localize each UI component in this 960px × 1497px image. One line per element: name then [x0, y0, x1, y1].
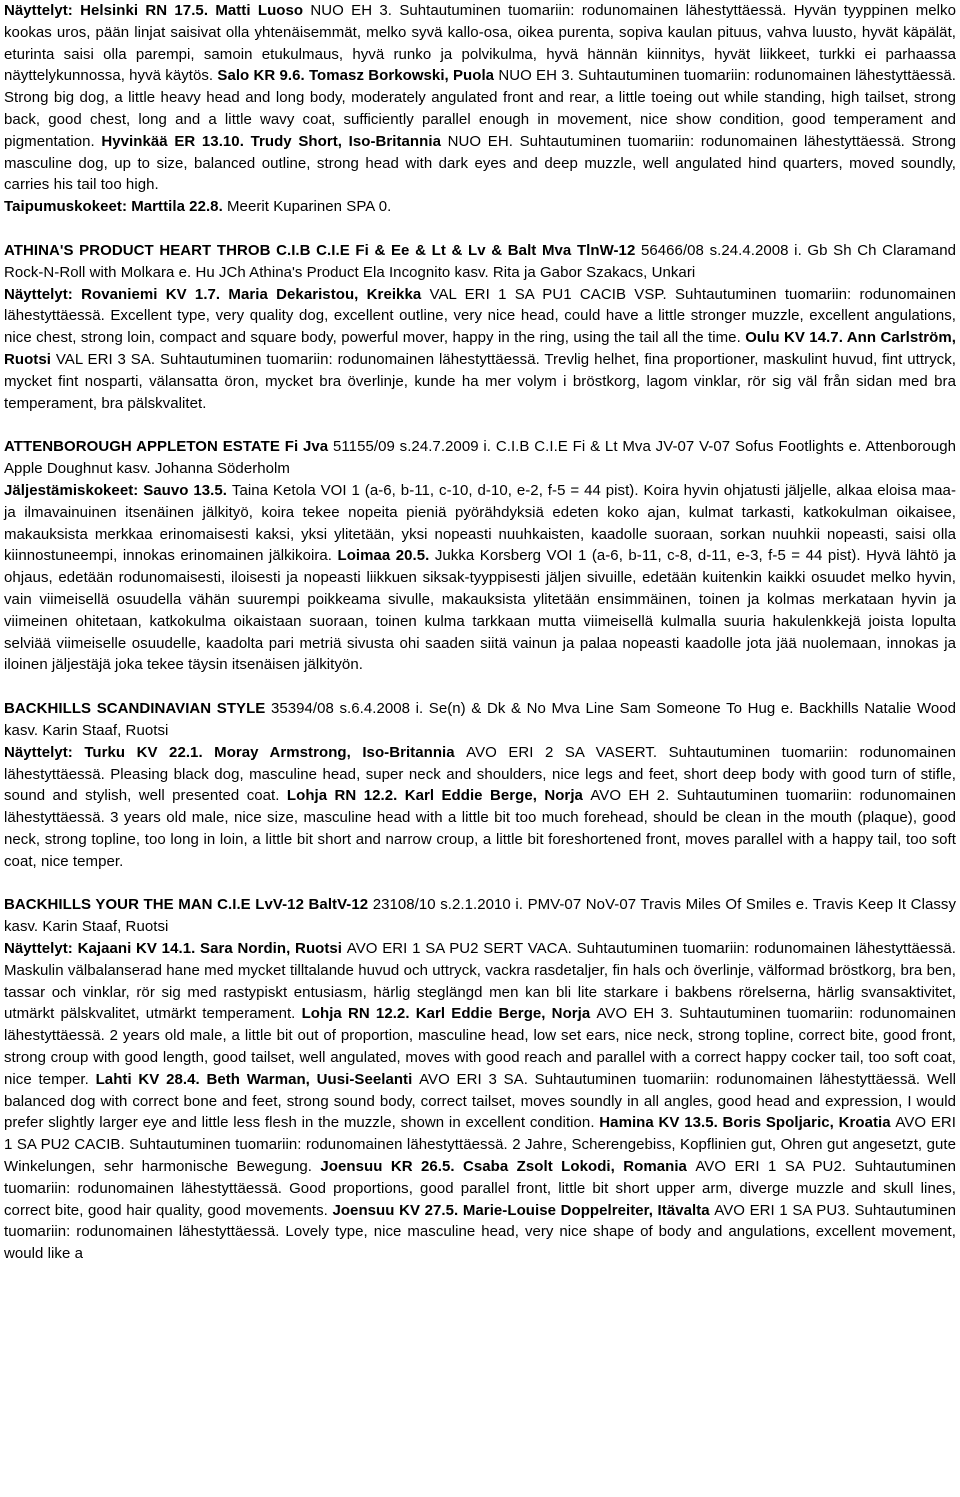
text-run: 56466/08 s.24.4.2008 i. Gb Sh Ch Claramand Rock-N-Roll with Molkara e. Hu JCh Athina's Product Ela Incognito kasv. Rita ja Gabor Szakacs, Unkari	[4, 241, 957, 281]
paragraph	[4, 938, 956, 1265]
text-run: 35394/08 s.6.4.2008 i. Se(n) & Dk & No Mva Line Sam Someone To Hug e. Backhills Natalie Wood kasv. Karin Staaf, Ruotsi	[4, 700, 957, 739]
text-run: AVO ERI 3 SA. Suhtautuminen tuomariin: rodunomainen lähestyttäessä. Well balanced dog with correct bone and feet, strong sound body, correct tailset, moves soundly in all angles, good head and expression, I would prefer slightly larger eye and little less flesh in the muzzle, shown in excellent condition.	[4, 1070, 956, 1132]
bold-run: Lohja RN 12.2. Karl Eddie Berge, Norja	[301, 1005, 597, 1023]
text-run: NUO EH 3. Suhtautuminen tuomariin: rodunomainen lähestyttäessä. Strong big dog, a little heavy head and long body, moderately angulated front and rear, a little toeing out while standing, high tailset, strong back, good chest, long and a little wavy coat, sufficiently parallel enough in movement, nice show condition, good temperament and pigmentation.	[4, 67, 956, 150]
bold-run: Loimaa 20.5.	[337, 547, 435, 565]
paragraph	[4, 436, 956, 480]
paragraph	[4, 894, 956, 938]
text-run: NUO EH. Suhtautuminen tuomariin: rodunomainen lähestyttäessä. Strong masculine dog, up to size, balanced outline, strong head with dark eyes and deep muzzle, well angulated hind quarters, moved soundly, carries his tail too high.	[4, 132, 956, 194]
bold-run: BACKHILLS SCANDINAVIAN STYLE	[4, 700, 271, 718]
bold-run: Salo KR 9.6. Tomasz Borkowski, Puola	[217, 67, 499, 85]
text-run: AVO ERI 2 SA VASERT. Suhtautuminen tuomariin: rodunomainen lähestyttäessä. Pleasing black dog, masculine head, super neck and shoulders, nice legs and feet, short deep body with good turn of stifle, sound and stylish, well presented coat.	[4, 743, 957, 805]
bold-run: Oulu KV 14.7. Ann Carlström, Ruotsi	[4, 329, 956, 368]
paragraph-spacer	[4, 218, 956, 240]
text-run: 23108/10 s.2.1.2010 i. PMV-07 NoV-07 Travis Miles Of Smiles e. Travis Keep It Classy kasv. Karin Staaf, Ruotsi	[4, 896, 956, 936]
text-run: AVO EH 2. Suhtautuminen tuomariin: rodunomainen lähestyttäessä. 3 years old male, nice size, masculine head with a little bit too much forehead, should be clean in the mouth (plaque), good neck, strong topline, too long in loin, a little bit short and narrow croup, a little bit foreshortened front, moves parallel with a happy tail, too soft coat, nice temper.	[4, 787, 956, 870]
bold-run: Hamina KV 13.5. Boris Spoljaric, Kroatia	[599, 1114, 896, 1132]
bold-run: Lohja RN 12.2. Karl Eddie Berge, Norja	[286, 787, 591, 805]
paragraph	[4, 196, 956, 218]
text-run: AVO EH 3. Suhtautuminen tuomariin: rodunomainen lähestyttäessä. 2 years old male, a little bit out of proportion, masculine head, low set ears, nice neck, strong topline, correct bite, good front, strong croup with good length, good tailset, well angulated, moves with good reach and parallel with a correct happy cocker tail, too soft coat, nice temper.	[4, 1005, 956, 1088]
text-run: VAL ERI 1 SA PU1 CACIB VSP. Suhtautuminen tuomariin: rodunomainen lähestyttäessä. Excellent type, very quality dog, excellent outline, very nice head, could have a little stronger muzzle, excellent angulations, nice chest, strong loin, compact and square body, powerful mover, happy in the ring, using the tail all the time.	[4, 285, 956, 347]
bold-run: Joensuu KR 26.5. Csaba Zsolt Lokodi, Romania	[320, 1158, 696, 1176]
paragraph	[4, 698, 956, 742]
paragraph-spacer	[4, 676, 956, 698]
bold-run: Joensuu KV 27.5. Marie-Louise Doppelreiter, Itävalta	[332, 1201, 715, 1219]
bold-run: Näyttelyt: Turku KV 22.1. Moray Armstrong, Iso-Britannia	[4, 743, 467, 761]
paragraph	[4, 480, 956, 676]
bold-run: Näyttelyt: Kajaani KV 14.1. Sara Nordin, Ruotsi	[4, 940, 347, 958]
text-run: NUO EH 3. Suhtautuminen tuomariin: rodunomainen lähestyttäessä. Hyvän tyyppinen melko kookas uros, pään linjat saisivat olla yhtenäisemmät, melko syvä kallo-osa, oikea purenta, sopiva kaulan pituus, vahva luusto, hyvät käpälät, eturinta saisi olla parempi, samoin etukulmaus, hyvä runko ja polvikulma, hyvä hännän kiinnitys, hyvät liikkeet, turkki ei parhaassa näyttelykunnossa, hyvä käytös.	[4, 2, 956, 85]
text-run: VAL ERI 3 SA. Suhtautuminen tuomariin: rodunomainen lähestyttäessä. Trevlig helhet, fina proportioner, maskulint huvud, fint uttryck, mycket fint nosparti, välansatta öron, mycket bra överlinje, kunde ha mer volym i bröstkorg, lagom vinklar, rör sig väl från sidan med bra temperament, bra pälskvalitet.	[4, 350, 956, 412]
bold-run: Lahti KV 28.4. Beth Warman, Uusi-Seelanti	[95, 1070, 420, 1088]
paragraph	[4, 0, 956, 196]
text-run: 51155/09 s.24.7.2009 i. C.I.B C.I.E Fi & Lt Mva JV-07 V-07 Sofus Footlights e. Attenborough Apple Doughnut kasv. Johanna Söderholm	[4, 438, 956, 478]
bold-run: Näyttelyt: Rovaniemi KV 1.7. Maria Dekaristou, Kreikka	[4, 285, 430, 303]
bold-run: BACKHILLS YOUR THE MAN C.I.E LvV-12 BaltV-12	[4, 896, 373, 914]
text-run: AVO ERI 1 SA PU2. Suhtautuminen tuomariin: rodunomainen lähestyttäessä. Good proportions, good parallel front, little bit short upper arm, diverge muzzle and skull lines, correct bite, good hair quality, good movements.	[4, 1158, 957, 1219]
paragraph	[4, 742, 956, 873]
bold-run: Taipumuskokeet: Marttila 22.8.	[4, 198, 228, 216]
bold-run: Näyttelyt: Helsinki RN 17.5. Matti Luoso	[4, 2, 311, 19]
bold-run: Jäljestämiskokeet: Sauvo 13.5.	[4, 481, 232, 499]
text-run: Meerit Kuparinen SPA 0.	[227, 198, 392, 216]
text-run: Jukka Korsberg VOI 1 (a-6, b-11, c-8, d-11, e-3, f-5 = 44 pist). Hyvä lähtö ja ohjaus, edetään rodunomaisesti, iloisesti ja nopeasti liikkuen siksak-tyyppisesti jäljen sivuille, edetään kuitenkin kaikki osuudet melko hyvin, vain viimeisellä osuudella vähän suurempi poikkeama sivulle, makauksista ylitetään ensimmäinen, toinen ja kolmas merkataan hyvin ja viimeinen ohitetaan, katkokulma oikaistaan suoraan, toinen kulma tarkkaan mutta viimeisellä kulmalla suuria hakulenkkejä joista lopulta selviää viimeiselle osuudelle, kaadolta pari metriä sivusta ohi saaden siitä vainun ja palaa nopeasti kaadolle jota jää nuolemaan, innokas ja iloinen jäljestäjä joka tekee täysin itsenäisen jälkityön.	[4, 547, 956, 674]
text-run: AVO ERI 1 SA PU2 SERT VACA. Suhtautuminen tuomariin: rodunomainen lähestyttäessä. Maskulin välbalanserad hane med mycket tilltalande huvud och uttryck, vackra rasdetaljer, fin hals och överlinje, välformad bröstkorg, bra ben, tassar och vinklar, rör sig med rastypiskt entusiasm, härlig steglängd men kan bli lite starkare i bakbens rörelserna, härlig svansaktivitet, utmärkt pälskvalitet, utmärkt temperament.	[4, 940, 956, 1023]
document-page	[4, 0, 956, 1265]
paragraph-spacer	[4, 414, 956, 436]
text-run: AVO ERI 1 SA PU3. Suhtautuminen tuomariin: rodunomainen lähestyttäessä. Lovely type, nice masculine head, very nice shape of body and angulations, excellent movement, would like a	[4, 1201, 956, 1263]
paragraph-spacer	[4, 872, 956, 894]
bold-run: ATHINA'S PRODUCT HEART THROB C.I.B C.I.E Fi & Ee & Lt & Lv & Balt Mva TlnW-12	[4, 241, 641, 259]
paragraph	[4, 240, 956, 284]
bold-run: Hyvinkää ER 13.10. Trudy Short, Iso-Britannia	[101, 132, 448, 150]
paragraph	[4, 284, 956, 415]
bold-run: ATTENBOROUGH APPLETON ESTATE Fi Jva	[4, 438, 333, 456]
text-run: AVO ERI 1 SA PU2 CACIB. Suhtautuminen tuomariin: rodunomainen lähestyttäessä. 2 Jahre, Scherengebiss, Kopflinien gut, Ohren gut angesetzt, gute Winkelungen, sehr harmonische Bewegung.	[4, 1114, 957, 1176]
text-run: Taina Ketola VOI 1 (a-6, b-11, c-10, d-10, e-2, f-5 = 44 pist). Koira hyvin ohjatusti jäljelle, alkaa eloisa maa- ja ilmavainuinen itsenäinen jälkityö, koira tekee nopeita pieniä pyörähdyksiä edeten koko ajan, kulmat tarkasti, katkokulman oikaisee, makauksista merkkaa erinomaisesti kaksi, yksi ylitetään, yksi nopeasti nuuhkaisten, kaadolle suoraan, sorkan nuuhkii nopeasti, saisi olla kiinnostuneempi, innokas erinomainen jälkikoira.	[4, 481, 956, 565]
